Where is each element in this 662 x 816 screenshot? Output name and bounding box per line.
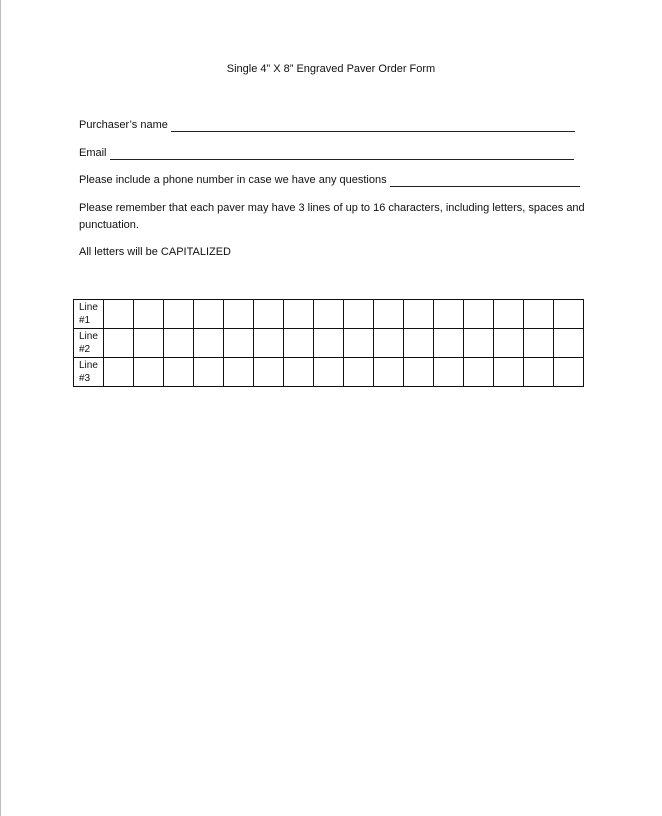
paver-char-cell[interactable] xyxy=(344,329,374,358)
paver-char-cell[interactable] xyxy=(284,300,314,329)
paver-char-cell[interactable] xyxy=(224,358,254,387)
paver-line-label-number: #3 xyxy=(79,373,91,384)
paver-char-cell[interactable] xyxy=(134,300,164,329)
phone-input-line[interactable] xyxy=(390,174,580,187)
paver-char-cell[interactable] xyxy=(134,329,164,358)
purchaser-name-input-line[interactable] xyxy=(171,119,575,132)
purchaser-name-label: Purchaser’s name xyxy=(79,119,168,131)
paver-char-cell[interactable] xyxy=(524,300,554,329)
paver-char-cell[interactable] xyxy=(104,300,134,329)
email-field xyxy=(79,145,574,160)
paver-line-row-3 xyxy=(74,358,584,387)
paver-char-cell[interactable] xyxy=(224,329,254,358)
paver-char-cell[interactable] xyxy=(434,358,464,387)
paver-char-cell[interactable] xyxy=(284,358,314,387)
paver-char-cell[interactable] xyxy=(104,358,134,387)
paver-char-cell[interactable] xyxy=(404,329,434,358)
paver-char-cell[interactable] xyxy=(194,300,224,329)
paver-char-cell[interactable] xyxy=(314,329,344,358)
paver-line-row-1 xyxy=(74,300,584,329)
paver-char-cell[interactable] xyxy=(374,329,404,358)
paver-char-cell[interactable] xyxy=(254,329,284,358)
paver-char-cell[interactable] xyxy=(464,300,494,329)
paver-line-row-2 xyxy=(74,329,584,358)
paver-char-cell[interactable] xyxy=(434,300,464,329)
paver-char-cell[interactable] xyxy=(554,300,584,329)
paver-char-cell[interactable] xyxy=(404,300,434,329)
paver-char-cell[interactable] xyxy=(284,329,314,358)
paver-char-cell[interactable] xyxy=(164,329,194,358)
paver-grid xyxy=(73,299,584,387)
paver-char-cell[interactable] xyxy=(464,329,494,358)
paver-line-label-1 xyxy=(74,300,104,329)
paver-grid-body xyxy=(74,300,584,387)
paver-char-cell[interactable] xyxy=(104,329,134,358)
paver-line-label-3 xyxy=(74,358,104,387)
paver-line-label-number: #1 xyxy=(79,315,91,326)
paver-char-cell[interactable] xyxy=(254,300,284,329)
paver-char-cell[interactable] xyxy=(494,300,524,329)
paver-line-label-word: Line xyxy=(79,331,98,342)
paver-char-cell[interactable] xyxy=(494,358,524,387)
paver-char-cell[interactable] xyxy=(314,300,344,329)
paver-char-cell[interactable] xyxy=(434,329,464,358)
paver-char-cell[interactable] xyxy=(524,329,554,358)
paver-line-label-number: #2 xyxy=(79,344,91,355)
paver-char-cell[interactable] xyxy=(374,300,404,329)
paver-char-cell[interactable] xyxy=(554,329,584,358)
paver-char-cell[interactable] xyxy=(374,358,404,387)
paver-char-cell[interactable] xyxy=(464,358,494,387)
paver-char-cell[interactable] xyxy=(224,300,254,329)
paver-char-cell[interactable] xyxy=(554,358,584,387)
paver-char-cell[interactable] xyxy=(344,300,374,329)
capitalized-note: All letters will be CAPITALIZED xyxy=(79,246,232,258)
lines-instruction: Please remember that each paver may have 3 lines of up to 16 characters, including letters, spaces and punctuation. xyxy=(79,202,585,231)
paver-char-cell[interactable] xyxy=(164,300,194,329)
paver-line-label-word: Line xyxy=(79,360,98,371)
phone-field xyxy=(79,172,580,187)
paver-char-cell[interactable] xyxy=(344,358,374,387)
paver-char-cell[interactable] xyxy=(134,358,164,387)
paver-char-cell[interactable] xyxy=(404,358,434,387)
paver-char-cell[interactable] xyxy=(524,358,554,387)
email-input-line[interactable] xyxy=(110,147,574,160)
paver-char-cell[interactable] xyxy=(254,358,284,387)
email-label: Email xyxy=(79,147,107,159)
paver-char-cell[interactable] xyxy=(494,329,524,358)
form-title: Single 4” X 8” Engraved Paver Order Form xyxy=(226,63,436,75)
paver-line-label-word: Line xyxy=(79,302,98,313)
paver-char-cell[interactable] xyxy=(194,358,224,387)
purchaser-name-field xyxy=(79,117,575,132)
paver-char-cell[interactable] xyxy=(314,358,344,387)
paver-char-cell[interactable] xyxy=(194,329,224,358)
phone-label: Please include a phone number in case we have any questions xyxy=(79,174,387,186)
paver-line-label-2 xyxy=(74,329,104,358)
paver-char-cell[interactable] xyxy=(164,358,194,387)
page-edge xyxy=(0,0,1,816)
